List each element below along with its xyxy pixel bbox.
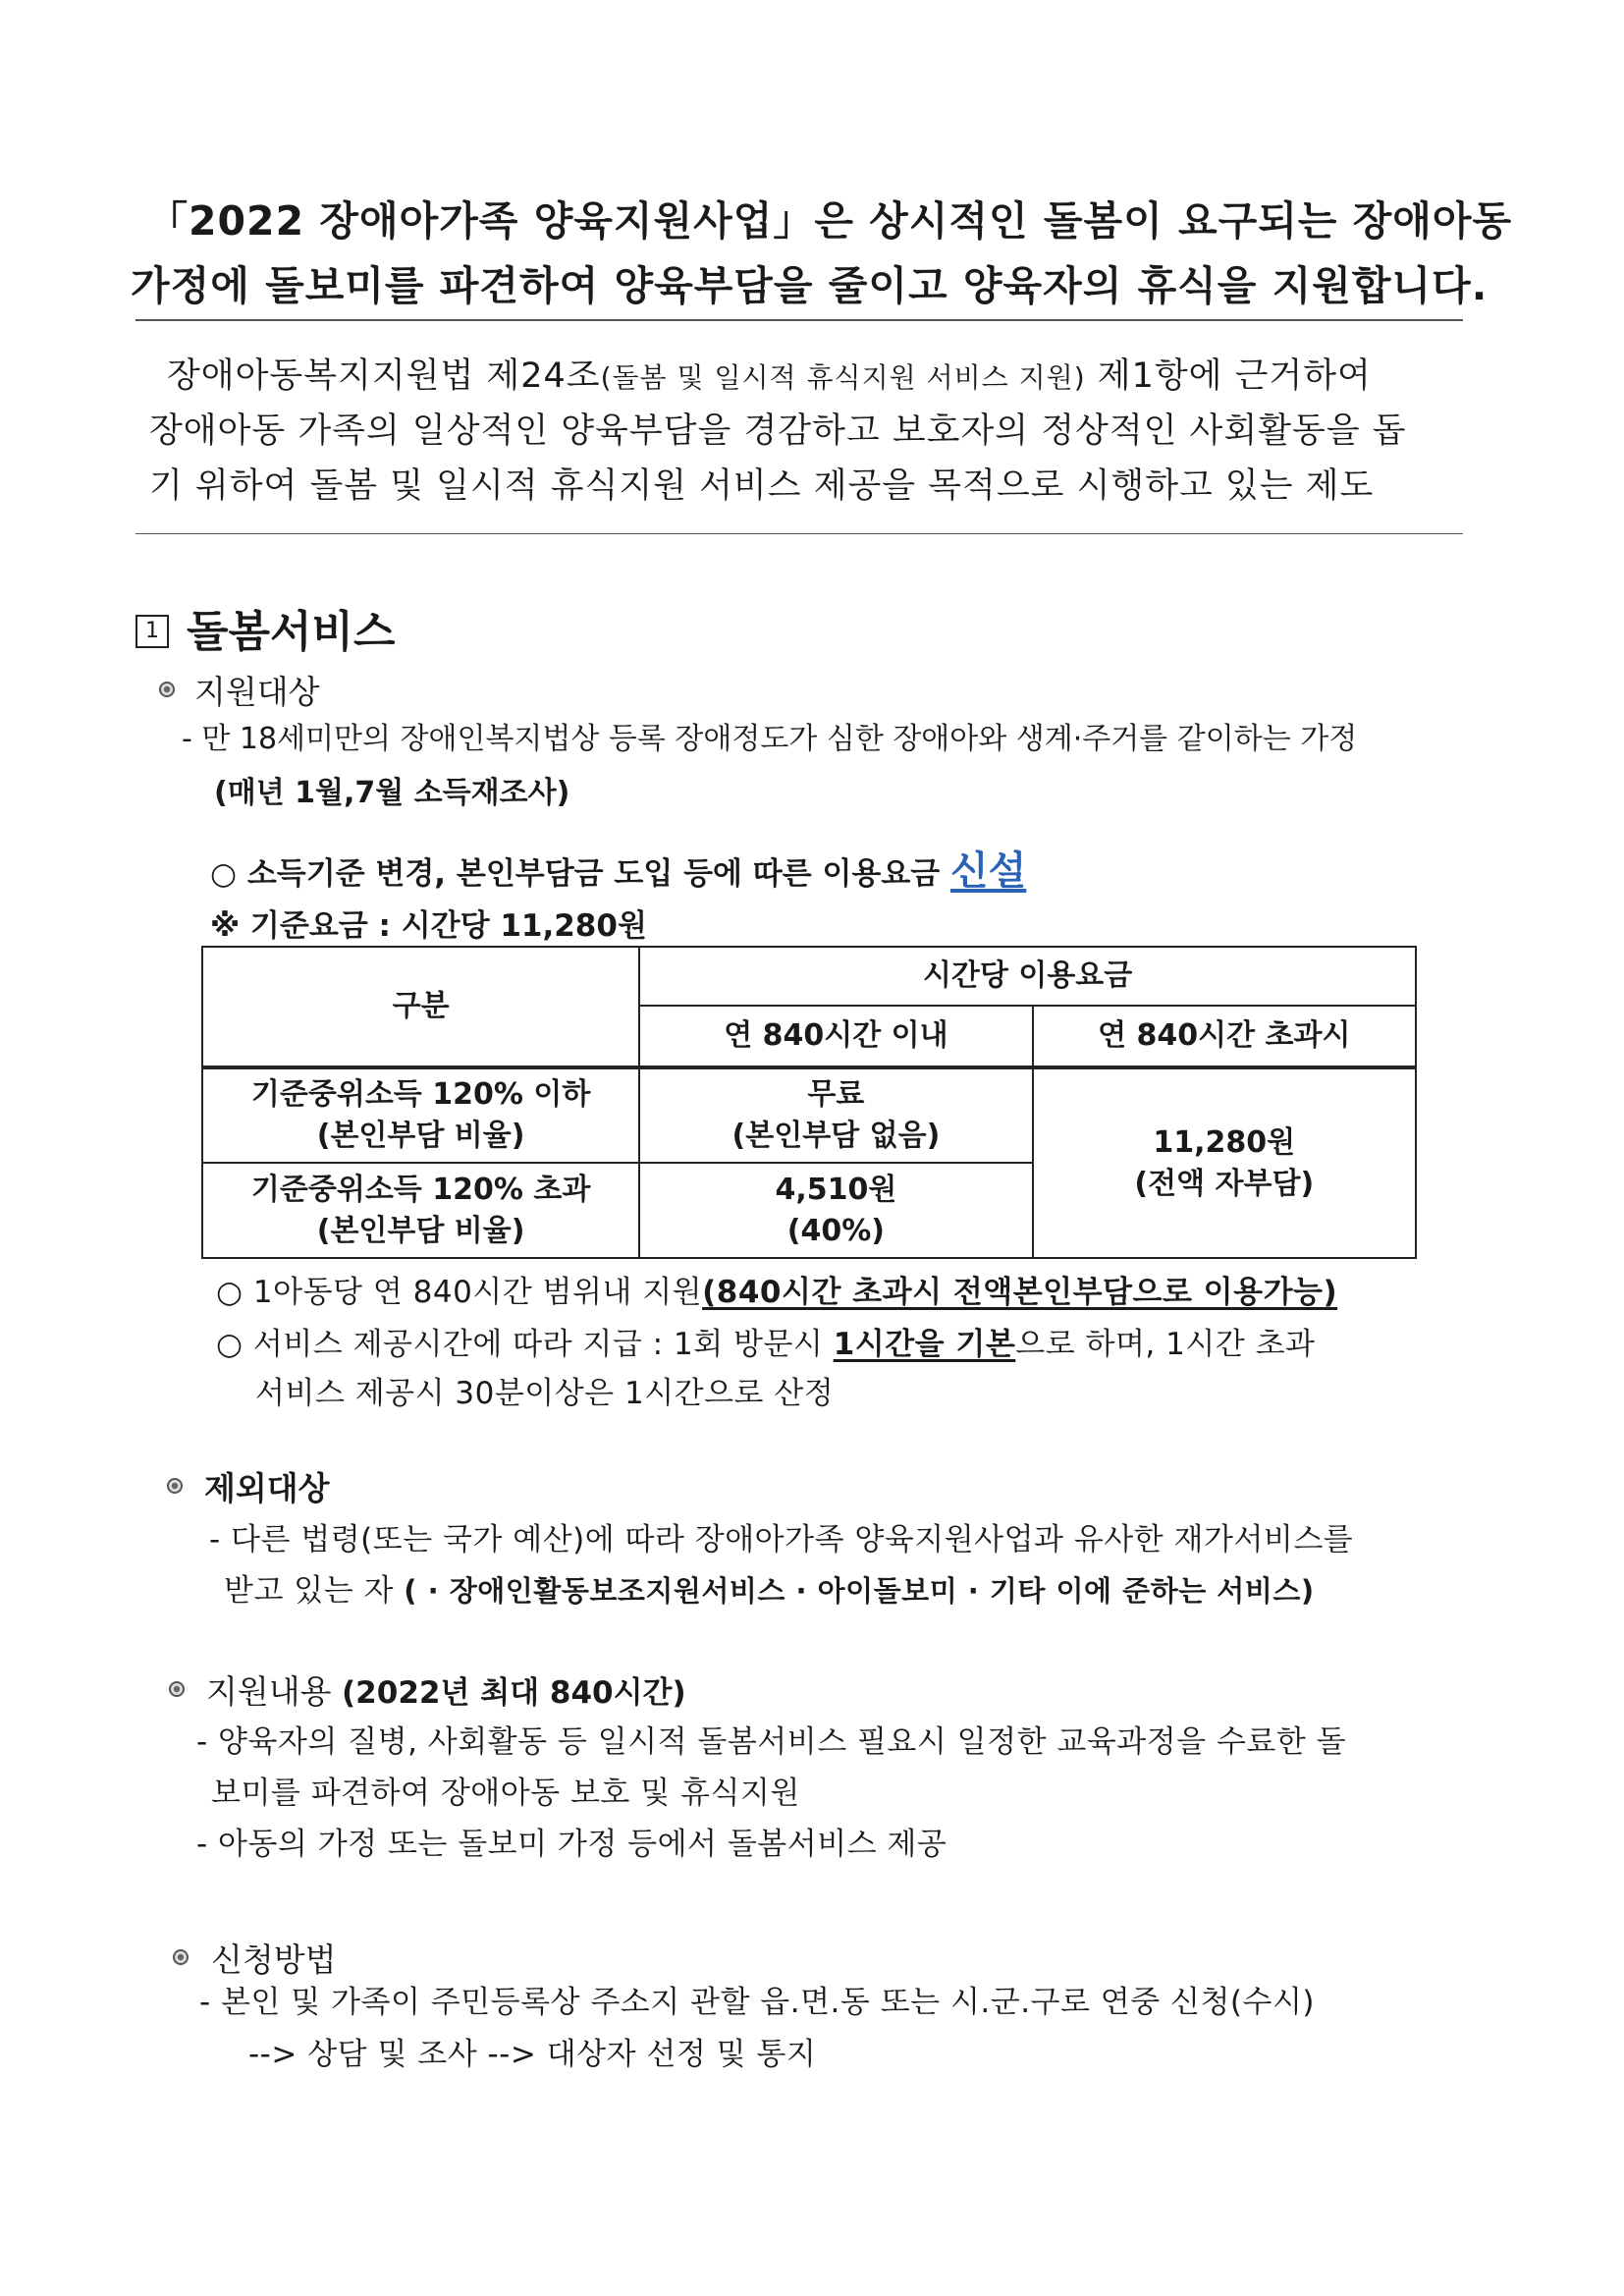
apply-line-2: --> 상담 및 조사 --> 대상자 선정 및 통지 (248, 2037, 817, 2072)
row-1-within-main: 무료 (807, 1077, 865, 1112)
note-1-emphasis: (840시간 초과시 전액본인부담으로 이용가능) (702, 1275, 1338, 1310)
exclusion-services: ( · 장애인활동보조지원서비스 · 아이돌보미 · 기타 이에 준하는 서비스) (404, 1574, 1315, 1608)
header-within-840: 연 840시간 이내 (639, 1006, 1032, 1067)
exclusion-line-1: - 다른 법령(또는 국가 예산)에 따라 장애아가족 양육지원사업과 유사한 재가서비스를 (209, 1522, 1354, 1558)
row-2-label-main: 기준중위소득 120% 초과 (250, 1172, 591, 1207)
note-2 (216, 1319, 1316, 1363)
note-2-emphasis: 1시간을 기본 (833, 1327, 1016, 1362)
table-row (202, 1067, 1416, 1163)
header-hourly-fee: 시간당 이용요금 (639, 947, 1416, 1006)
content-bullet-icon (169, 1681, 185, 1697)
row-2-within-sub: (40%) (786, 1213, 886, 1248)
fee-change-note (210, 840, 1026, 896)
note-2-text: ○ 서비스 제공시간에 따라 지급 : 1회 방문시 (216, 1327, 834, 1362)
base-fee-note: ※ 기준요금 : 시간당 11,280원 (210, 908, 647, 944)
over-840-fee-main: 11,280원 (1153, 1124, 1296, 1160)
target-line-2: (매년 1월,7월 소득재조사) (214, 776, 570, 810)
new-badge-text: 신설 (950, 848, 1027, 894)
content-line-2: 보미를 파견하여 장애아동 보호 및 휴식지원 (211, 1776, 800, 1811)
target-bullet-icon (159, 682, 175, 697)
apply-label: 신청방법 (211, 1941, 337, 1979)
apply-line-1: - 본인 및 가족이 주민등록상 주소지 관할 읍.면.동 또는 시.군.구로 연중 신청(수시) (199, 1985, 1316, 2020)
fee-table (201, 946, 1417, 1259)
target-line-1: - 만 18세미만의 장애인복지법상 등록 장애정도가 심한 장애아와 생계·주거를 같이하는 가정 (182, 722, 1358, 756)
intro-law-detail: (돌봄 및 일시적 휴식지원 서비스 지원) (600, 361, 1086, 394)
exclusion-line-2-text: 받고 있는 자 (224, 1573, 405, 1609)
section-title: 돌봄서비스 (187, 607, 396, 657)
row-1-label-sub: (본인부담 비율) (316, 1119, 525, 1153)
row-1-within (639, 1067, 1032, 1163)
content-line-3: - 아동의 가정 또는 돌보미 가정 등에서 돌봄서비스 제공 (196, 1827, 947, 1862)
over-840-fee (1033, 1067, 1416, 1258)
header-over-840: 연 840시간 초과시 (1033, 1006, 1416, 1067)
row-2-label (202, 1163, 639, 1258)
row-2-within-main: 4,510원 (775, 1172, 897, 1207)
intro-clause: 제1항에 근거하여 (1085, 356, 1372, 396)
section-number-box: 1 (135, 615, 169, 648)
exclusion-label: 제외대상 (204, 1469, 330, 1507)
target-label: 지원대상 (194, 673, 320, 711)
headline-line-2: 가정에 돌보미를 파견하여 양육부담을 줄이고 양육자의 휴식을 지원합니다. (131, 262, 1489, 309)
content-label-extra: (2022년 최대 840시간) (342, 1675, 686, 1711)
content-heading (206, 1667, 686, 1713)
content-line-1: - 양육자의 질병, 사회활동 등 일시적 돌봄서비스 필요시 일정한 교육과정을 수료한 돌 (196, 1724, 1347, 1760)
row-1-label (202, 1067, 639, 1163)
row-1-within-sub: (본인부담 없음) (731, 1119, 941, 1153)
header-category: 구분 (202, 947, 639, 1067)
note-2-tail: 으로 하며, 1시간 초과 (1015, 1327, 1316, 1362)
note-1 (216, 1267, 1337, 1311)
content-label: 지원내용 (206, 1672, 332, 1711)
note-2-line-2: 서비스 제공시 30분이상은 1시간으로 산정 (255, 1376, 835, 1411)
row-2-within (639, 1163, 1032, 1258)
over-840-fee-sub: (전액 자부담) (1134, 1166, 1315, 1201)
headline-line-1: 「2022 장애아가족 양육지원사업」은 상시적인 돌봄이 요구되는 장애아동 (147, 197, 1513, 245)
row-2-label-sub: (본인부담 비율) (316, 1213, 525, 1248)
note-1-text: ○ 1아동당 연 840시간 범위내 지원 (216, 1275, 703, 1310)
headline-divider (135, 319, 1463, 321)
fee-change-text: ○ 소득기준 변경, 본인부담금 도입 등에 따른 이용요금 (210, 856, 951, 892)
intro-line-3: 기 위하여 돌봄 및 일시적 휴식지원 서비스 제공을 목적으로 시행하고 있는 제도 (149, 466, 1375, 506)
row-1-label-main: 기준중위소득 120% 이하 (250, 1077, 591, 1112)
intro-divider (135, 533, 1463, 534)
apply-bullet-icon (173, 1949, 189, 1965)
exclusion-line-2 (224, 1565, 1315, 1610)
intro-law: 장애아동복지지원법 제24조 (167, 356, 601, 396)
intro-line-2: 장애아동 가족의 일상적인 양육부담을 경감하고 보호자의 정상적인 사회활동을 돕 (149, 411, 1407, 451)
intro-line-1 (167, 349, 1372, 406)
exclusion-bullet-icon (167, 1478, 183, 1494)
